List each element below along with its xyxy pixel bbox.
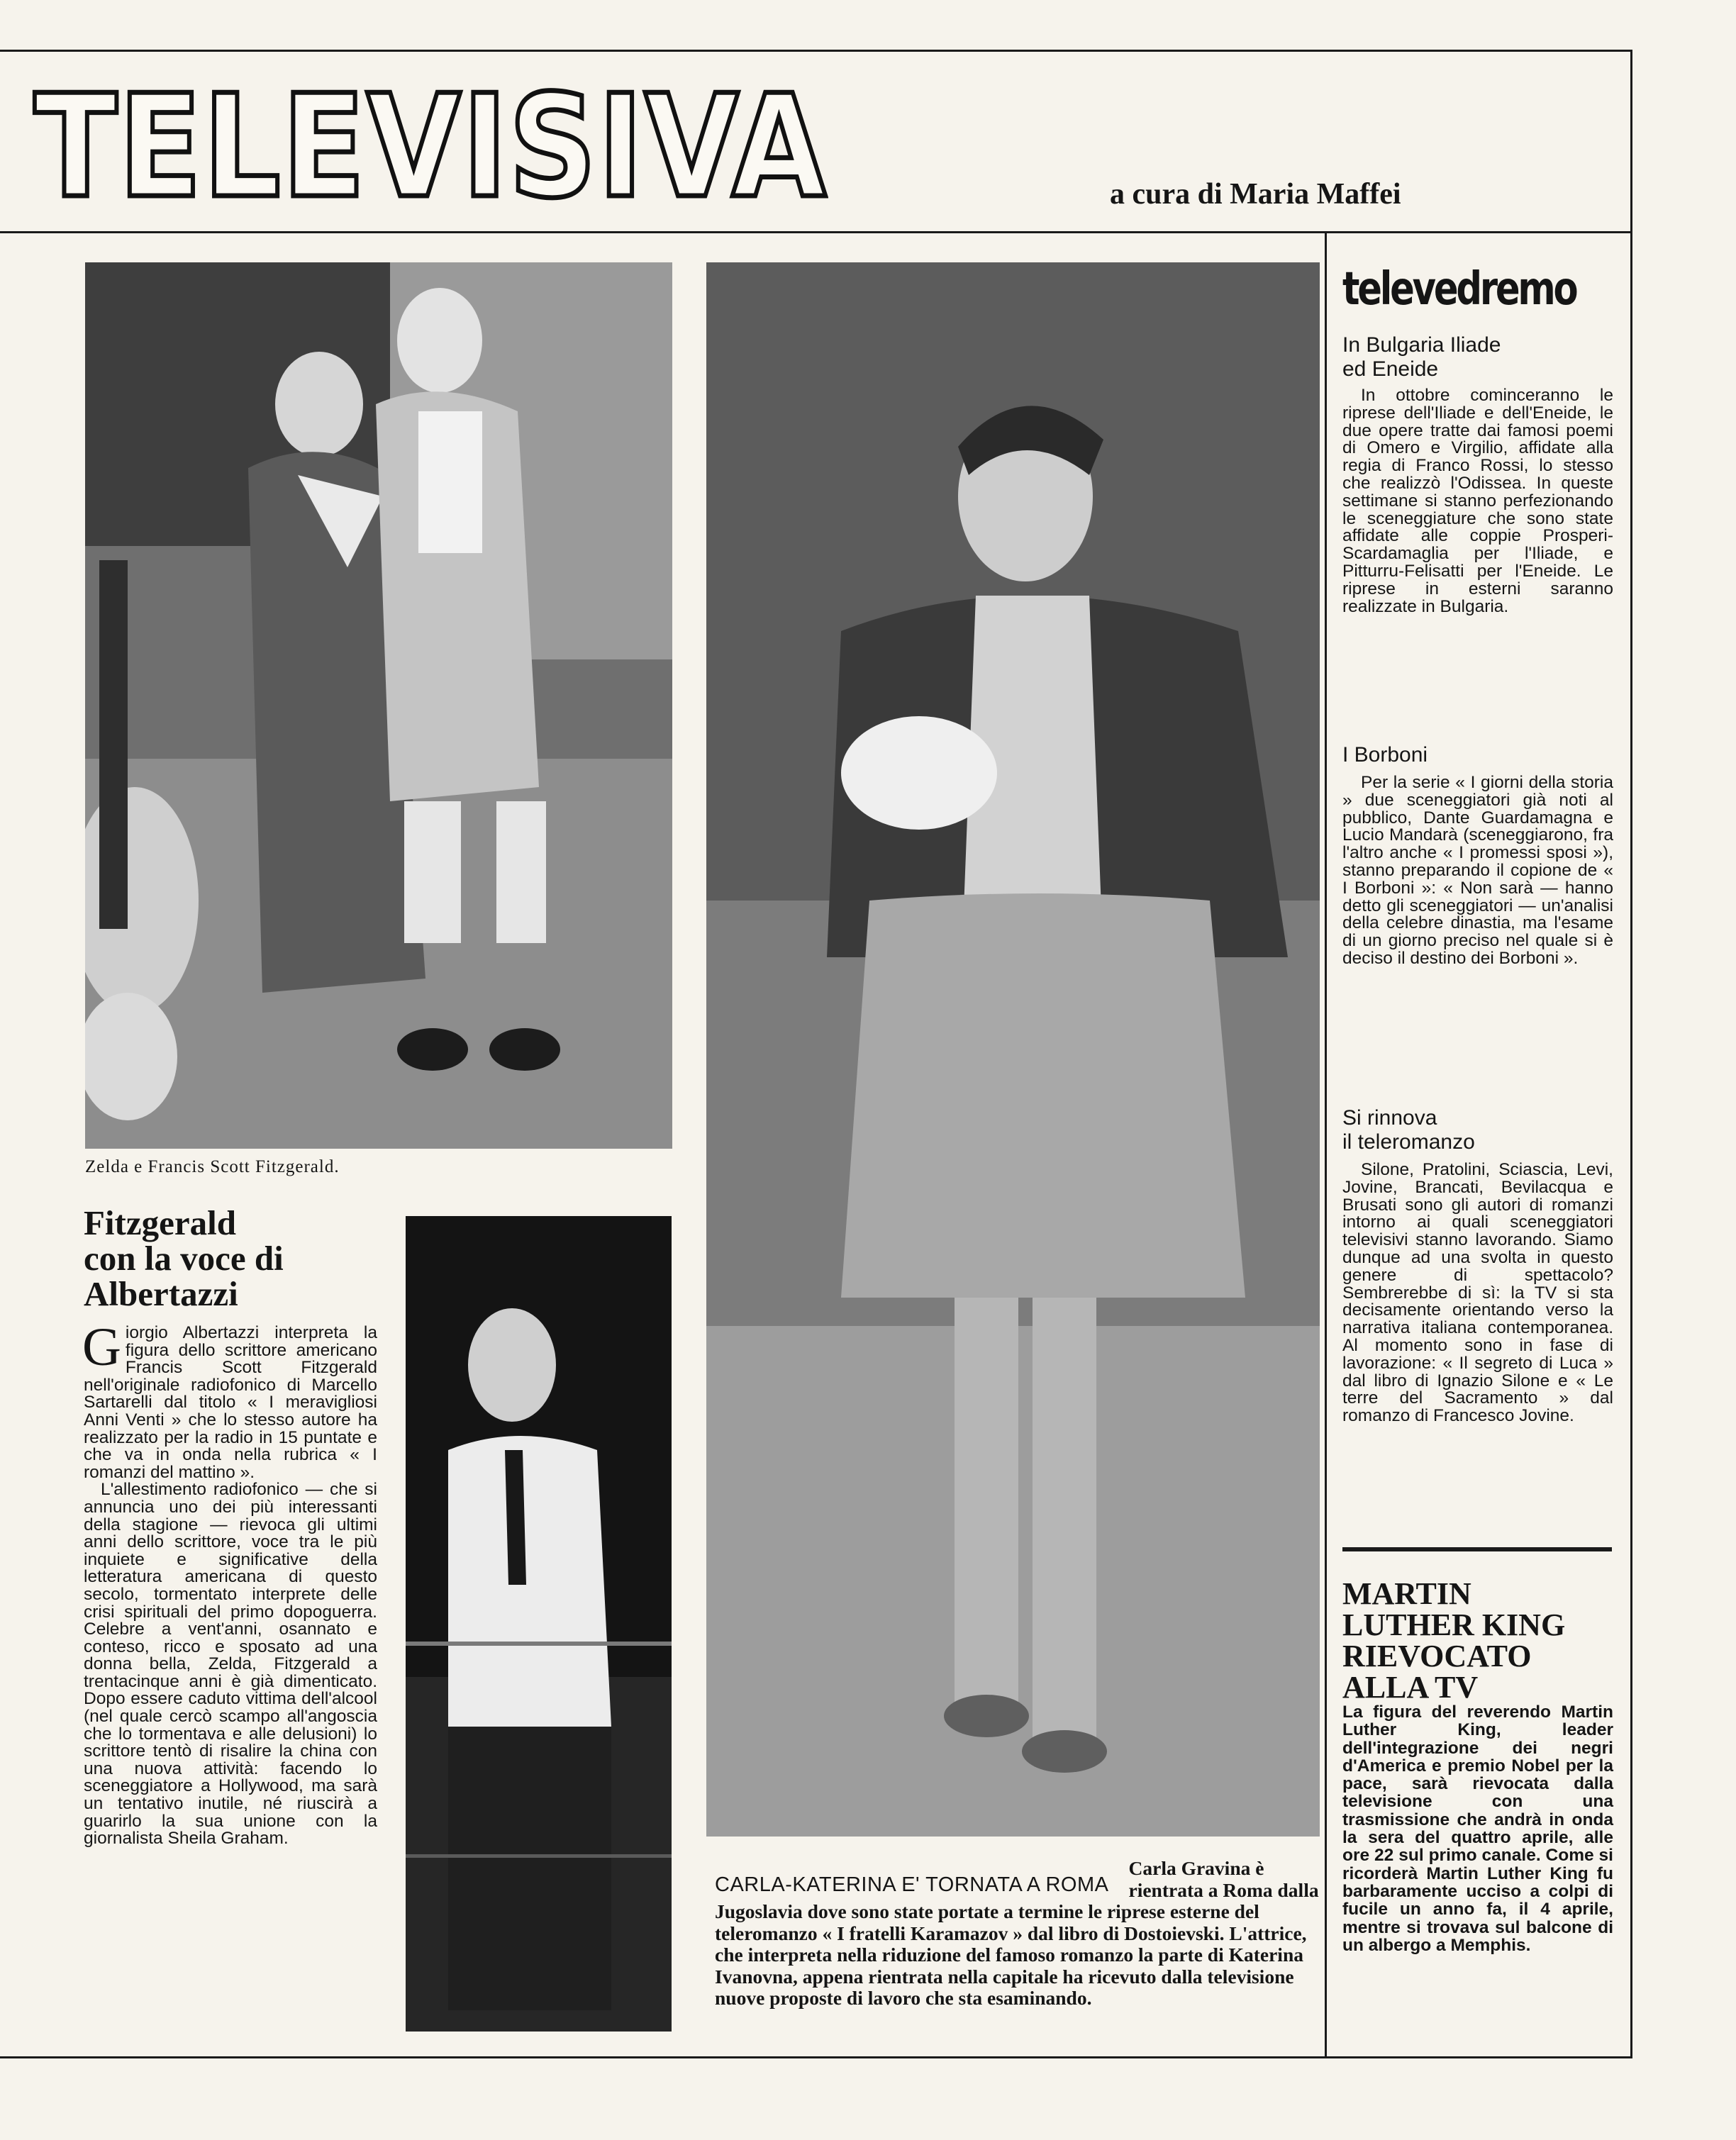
- top-border-rule: [0, 50, 1632, 52]
- albertazzi-photo: [406, 1216, 672, 2032]
- heading-line: il teleromanzo: [1342, 1130, 1475, 1154]
- sidebar-heading: [1342, 743, 1613, 767]
- sidebar-item-borboni: [1342, 743, 1613, 968]
- headline-line: Albertazzi: [84, 1274, 238, 1313]
- sidebar-text: Per la serie « I giorni della storia » due sceneggiatori già noti al pubblico, Dante Guardamagna e Lucio Mandarà (sceneggiarono, fra l'altro anche « I promessi sposi »), stanno preparando il copione de « I Borboni »: « Non sarà — hanno detto gli sceneggiatori — un'analisi della celebre dinastia, ma l'esame di un giorno preciso nel quale si è deciso il destino dei Borboni ».: [1342, 773, 1613, 968]
- sidebar-heading: [1342, 1106, 1613, 1154]
- drop-cap: G: [82, 1317, 121, 1377]
- mlk-headline: [1342, 1578, 1640, 1703]
- sidebar-divider-rule: [1325, 233, 1327, 2056]
- article-paragraph: [82, 1317, 377, 1482]
- masthead-title: TELEVISIVA: [34, 65, 828, 230]
- sidebar-text: Silone, Pratolini, Sciascia, Levi, Jovine, Brancati, Bevilacqua e Brusati sono gli autori di romanzi intorno ai quali sceneggiatori televisivi stanno lavorando. Siamo dunque ad una svolta in questo genere di spettacolo? Sembrerebbe di sì: la TV si sta decisamente orientando verso la narrativa italiana contemporanea. Al momento sono in fase di lavorazione: « Il segreto di Luca » dal libro di Ignazio Silone e « Le terre del Sacramento » dal romanzo di Francesco Jovine.: [1342, 1160, 1613, 1426]
- headline-line: RIEVOCATO: [1342, 1639, 1532, 1673]
- carla-caption-block: [715, 1858, 1337, 2010]
- televedremo-logo: televedremo: [1342, 263, 1576, 316]
- headline-line: LUTHER KING: [1342, 1607, 1566, 1642]
- heading-line: I Borboni: [1342, 743, 1428, 767]
- heading-line: In Bulgaria Iliade: [1342, 333, 1501, 357]
- carla-caption-title: CARLA-KATERINA E' TORNATA A ROMA: [715, 1873, 1109, 1896]
- sidebar-item-bulgaria: [1342, 333, 1613, 615]
- heading-line: ed Eneide: [1342, 357, 1439, 381]
- headline-line: con la voce di: [84, 1239, 284, 1278]
- article-paragraph: L'allestimento radiofonico — che si annuncia uno dei più interessanti della stagione — rievoca gli ultimi anni dello scrittore, voce tra le più inquiete e significative della letteratura americana di questo secolo, tormentato interprete delle crisi spirituali del primo dopoguerra. Celebre a vent'anni, osannato e conteso, ricco e sposato ad una donna bella, Zelda, Fitzgerald a trentacinque anni è già dimenticato. Dopo essere caduto vittima dell'alcool (nel quale cercò scampo all'angoscia che lo tormentava e alle delusioni) lo scrittore tentò di risalire la china con una nuova attività: facendo lo sceneggiatore a Hollywood, ma sarà un tentativo inutile, né riuscirà a guarirlo la sua unione con la giornalista Sheila Graham.: [84, 1480, 377, 1849]
- fitzgerald-couple-caption: Zelda e Francis Scott Fitzgerald.: [85, 1157, 340, 1176]
- carla-caption-text: Carla Gravina è rientrata a Roma dalla Jugoslavia dove sono state portate a termine le riprese esterne del teleromanzo « I fratelli Karamazov » dal libro di Dostoievski. L'attrice, che interpreta nella riduzione del famoso romanzo la parte di Katerina Ivanovna, appena rientrata nella capitale ha ricevuto dalla televisione nuove proposte di lavoro che sta esaminando.: [715, 1857, 1319, 2009]
- sidebar-heading: [1342, 333, 1613, 381]
- carla-gravina-photo: [706, 262, 1320, 1837]
- sidebar-text: In ottobre cominceranno le riprese dell'Iliade e dell'Eneide, le due opere tratte dai famosi poemi di Omero e Virgilio, affidate alla regia di Franco Rossi, lo stesso che realizzò l'Odissea. In queste settimane si stanno perfezionando le sceneggiature che sono state affidate alle coppie Prosperi-Scardamaglia per l'Iliade, e Pitturru-Felisatti per l'Eneide. Le riprese in esterni saranno realizzate in Bulgaria.: [1342, 386, 1613, 616]
- header-bottom-rule: [0, 231, 1632, 233]
- bottom-border-rule: [0, 2056, 1632, 2058]
- fitzgerald-couple-photo: [85, 262, 672, 1149]
- fitzgerald-article-body: [82, 1317, 377, 1849]
- right-border-rule: [1630, 50, 1632, 2058]
- heading-line: Si rinnova: [1342, 1106, 1437, 1130]
- headline-line: Fitzgerald: [84, 1203, 236, 1242]
- headline-line: ALLA TV: [1342, 1670, 1479, 1705]
- mlk-article-body: La figura del reverendo Martin Luther King, leader dell'integrazione dei negri d'America e premio Nobel per la pace, sarà rievocata dalla televisione con una trasmissione che andrà in onda la sera del quattro aprile, alle ore 22 sul primo canale. Come si ricorderà Martin Luther King fu barbaramente ucciso a colpi di fucile un anno fa, il 4 aprile, mentre si trovava sul balcone di un albergo a Memphis.: [1342, 1702, 1613, 1955]
- sidebar-item-teleromanzo: [1342, 1106, 1613, 1425]
- fitzgerald-headline: [84, 1205, 382, 1312]
- headline-line: MARTIN: [1342, 1576, 1471, 1611]
- paragraph-text: iorgio Albertazzi interpreta la figura dello scrittore americano Francis Scott Fitzgerald nell'originale radiofonico di Marcello Sartarelli dal titolo « I meravigliosi Anni Venti » che lo stesso autore ha realizzato per la radio in 15 puntate e che va in onda nella rubrica « I romanzi del mattino ».: [84, 1323, 377, 1482]
- mlk-separator-rule: [1342, 1547, 1612, 1551]
- editor-credit: a cura di Maria Maffei: [1110, 178, 1401, 211]
